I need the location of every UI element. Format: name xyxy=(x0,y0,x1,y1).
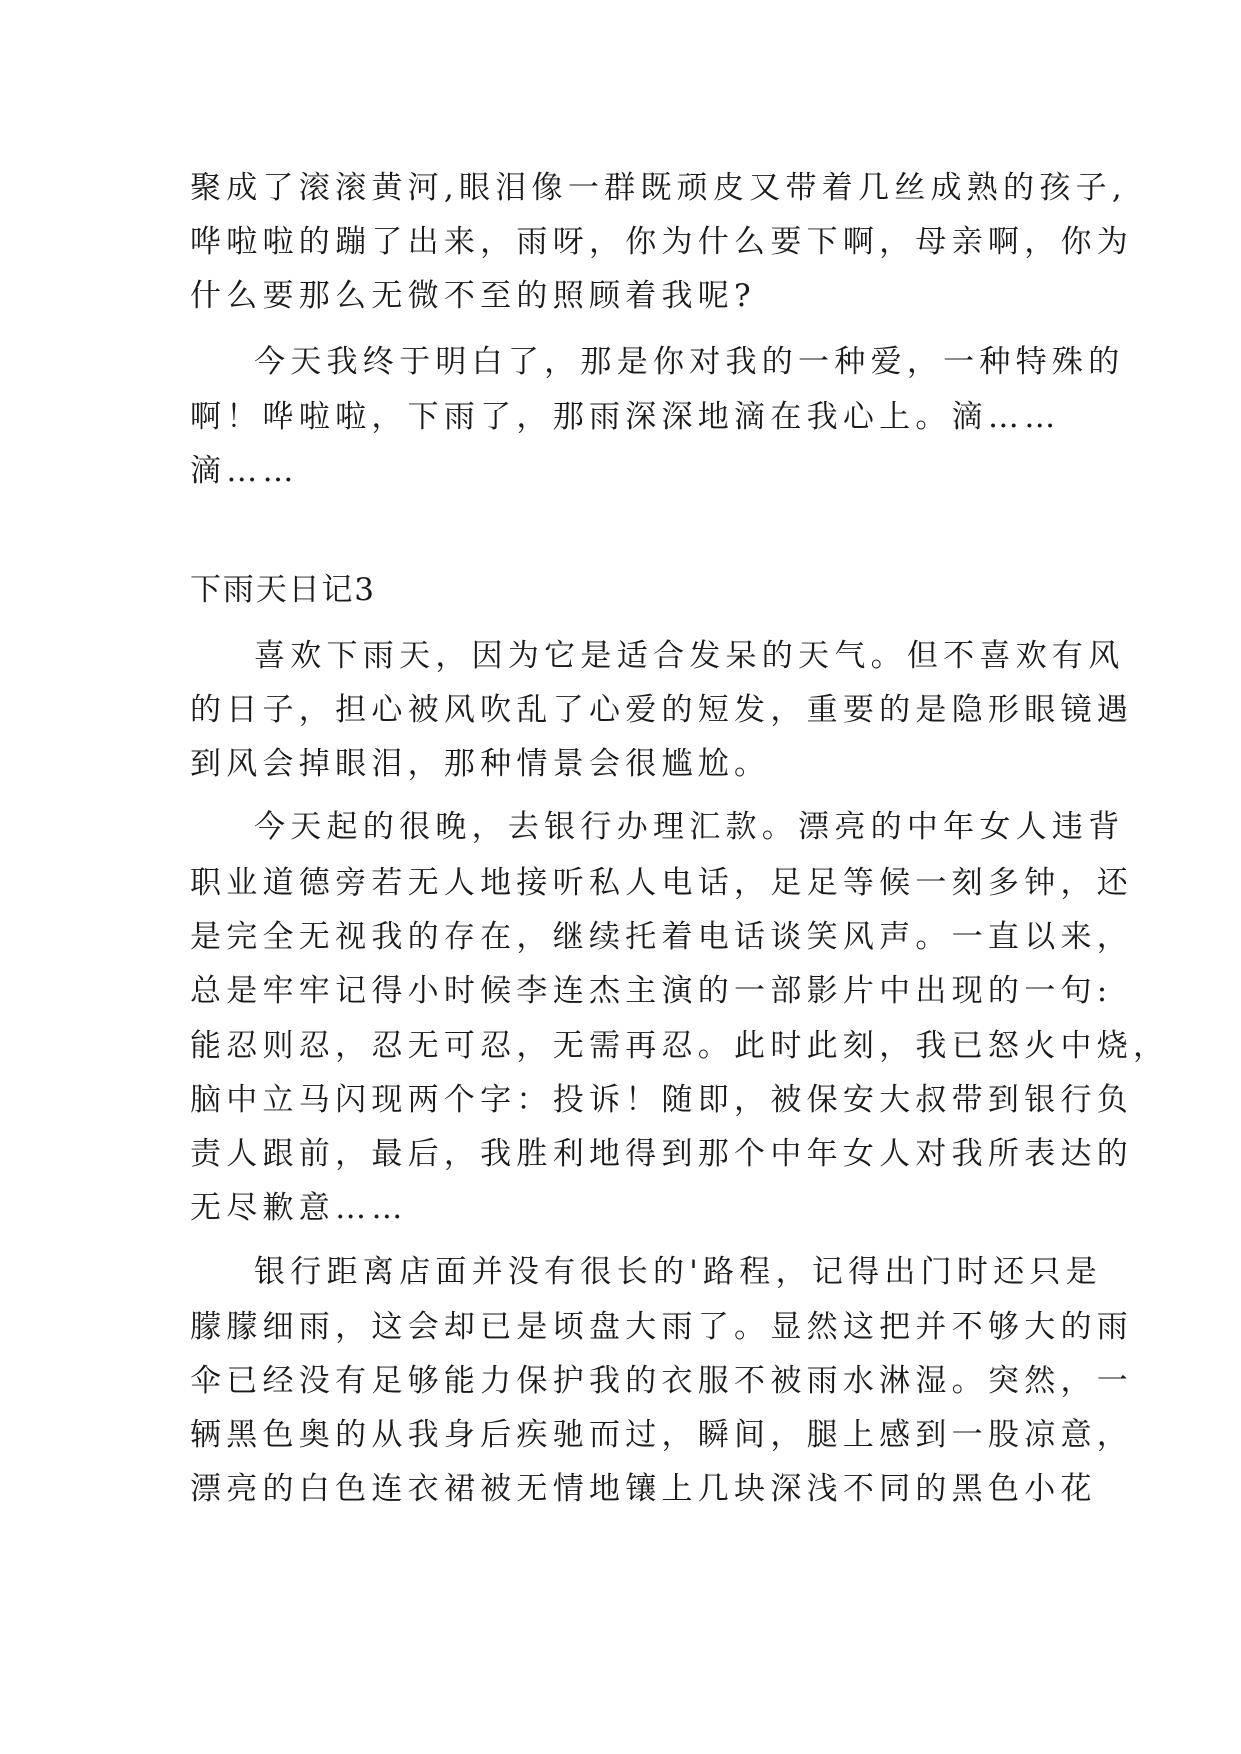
text-line: 啊！哗啦啦，下雨了，那雨深深地滴在我心上。滴…… xyxy=(190,399,1061,435)
text-line: 漂亮的白色连衣裙被无情地镶上几块深浅不同的黑色小花 xyxy=(190,1471,1097,1507)
text-line: 伞已经没有足够能力保护我的衣服不被雨水淋湿。突然，一 xyxy=(190,1363,1134,1399)
paragraph-first-line: 银行距离店面并没有很长的'路程，记得出门时还只是 xyxy=(254,1254,1102,1290)
text-line: 的日子，担心被风吹乱了心爱的短发，重要的是隐形眼镜遇 xyxy=(190,692,1134,728)
text-line: 聚成了滚滚黄河,眼泪像一群既顽皮又带着几丝成熟的孩子, xyxy=(190,170,1127,206)
text-line: 总是牢牢记得小时候李连杰主演的一部影片中出现的一句: xyxy=(190,973,1113,1009)
section-heading: 下雨天日记3 xyxy=(190,572,376,608)
text-line: 辆黑色奥的从我身后疾驰而过，瞬间，腿上感到一股凉意， xyxy=(190,1417,1134,1453)
text-line: 什么要那么无微不至的照顾着我呢? xyxy=(190,278,756,314)
paragraph-first-line: 今天起的很晚，去银行办理汇款。漂亮的中年女人违背 xyxy=(254,809,1125,845)
paragraph-first-line: 今天我终于明白了，那是你对我的一种爱，一种特殊的 xyxy=(254,344,1125,380)
paragraph-first-line: 喜欢下雨天，因为它是适合发呆的天气。但不喜欢有风 xyxy=(254,638,1125,674)
text-line: 朦朦细雨，这会却已是顷盘大雨了。显然这把并不够大的雨 xyxy=(190,1309,1134,1345)
text-line: 脑中立马闪现两个字：投诉！随即，被保安大叔带到银行负 xyxy=(190,1082,1134,1118)
text-line: 到风会掉眼泪，那种情景会很尴尬。 xyxy=(190,746,771,782)
text-line: 哗啦啦的蹦了出来，雨呀，你为什么要下啊，母亲啊，你为 xyxy=(190,224,1134,260)
text-line: 职业道德旁若无人地接听私人电话，足足等候一刻多钟，还 xyxy=(190,865,1134,901)
text-line: 责人跟前，最后，我胜利地得到那个中年女人对我所表达的 xyxy=(190,1136,1134,1172)
text-line: 无尽歉意…… xyxy=(190,1190,408,1226)
text-line: 滴…… xyxy=(190,453,299,489)
text-line: 是完全无视我的存在，继续托着电话谈笑风声。一直以来， xyxy=(190,919,1134,955)
text-line: 能忍则忍，忍无可忍，无需再忍。此时此刻，我已怒火中烧， xyxy=(190,1028,1170,1064)
